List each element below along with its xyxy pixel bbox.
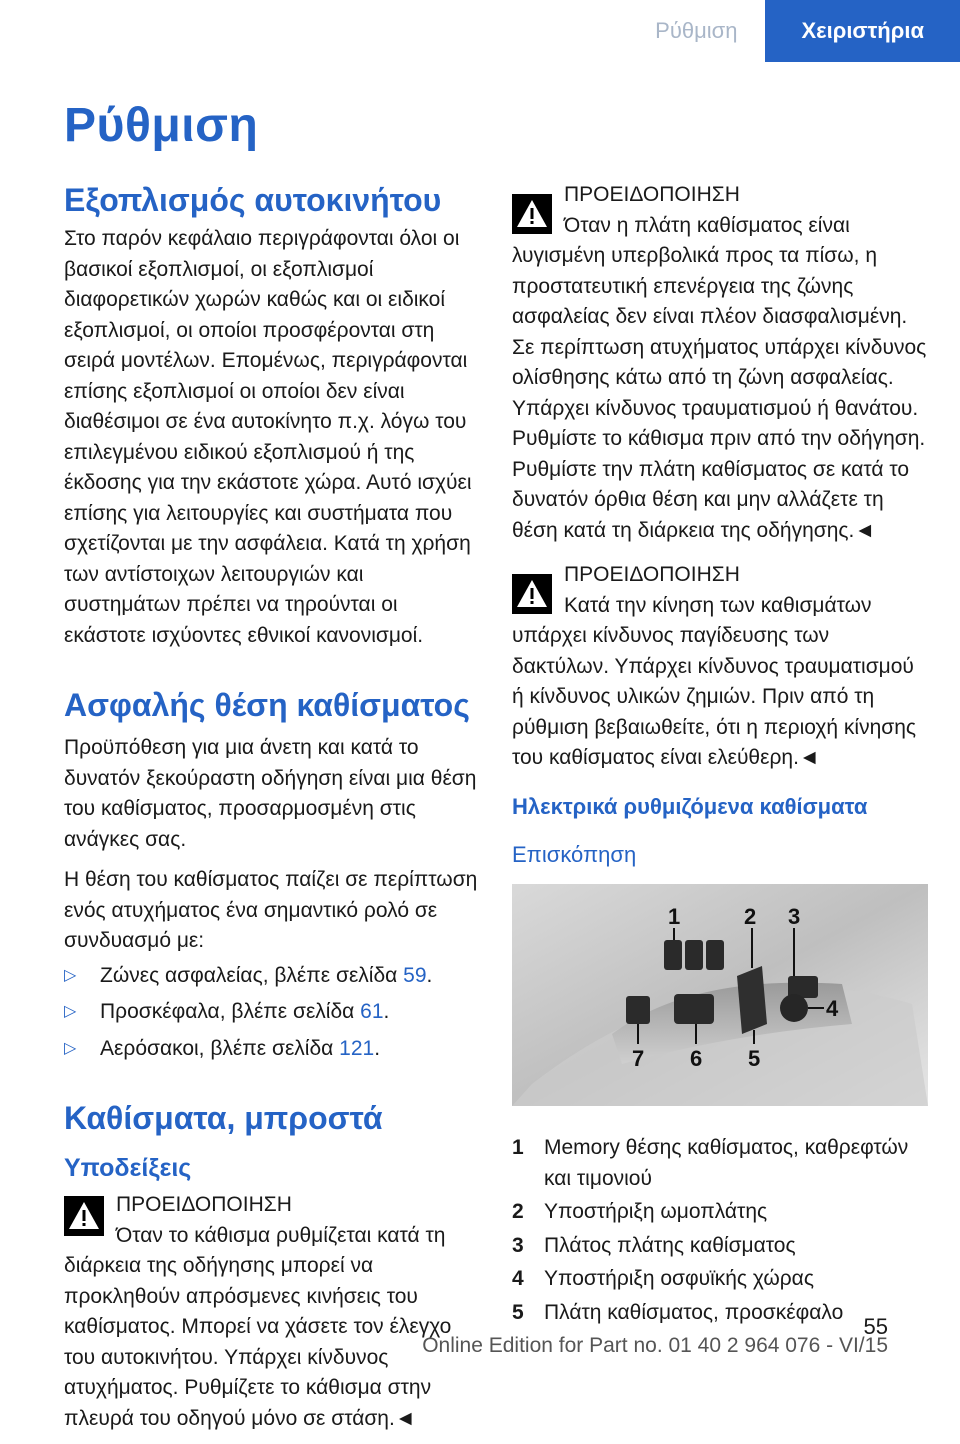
tab-section[interactable]: Ρύθμιση: [633, 0, 765, 62]
warning-block: [512, 560, 928, 774]
page-link[interactable]: 121: [339, 1036, 375, 1060]
part-label: Υποστήριξη οσφυϊκής χώρας: [544, 1267, 814, 1290]
warning-block: [512, 180, 928, 546]
seat-controls-photo: [512, 884, 928, 1106]
notes-heading: Υποδείξεις: [64, 1154, 192, 1182]
photo-callout: 4: [826, 995, 839, 1021]
warning-text: Όταν το κάθισμα ρυθμίζεται κατά τη διάρκεια της οδήγησης μπορεί να προκληθούν απρόσμενες κινήσεις του καθίσματος. Μπορεί να χάσετε τον έλεγχο του αυτοκινήτου. Υπάρχει κίνδυνος ατυχήματος. Ρυθμίζετε το κάθισμα στην πλευρά του οδηγού μόνο σε στάση.◄: [64, 1223, 452, 1430]
list-item: [512, 1231, 928, 1262]
part-number: 3: [512, 1233, 524, 1257]
item-end: .: [374, 1036, 381, 1060]
right-column: [512, 180, 928, 1331]
item-end: .: [426, 963, 433, 987]
list-item: [512, 1133, 928, 1194]
part-label: Πλάτη καθίσματος, προσκέφαλο: [544, 1300, 844, 1324]
item-text: Αερόσακοι, βλέπε σελίδα: [100, 1036, 340, 1060]
part-number: 4: [512, 1267, 524, 1290]
safe-position-role: Η θέση του καθίσματος παίζει σε περίπτωση ενός ατυχήματος ένα σημαντικό ρολό σε συνδυασμό με:: [64, 868, 478, 952]
part-label: Υποστήριξη ωμοπλάτης: [544, 1200, 768, 1223]
list-item: [512, 1264, 928, 1295]
page-number: 55: [863, 1314, 888, 1339]
item-text: Ζώνες ασφαλείας, βλέπε σελίδα: [100, 963, 404, 987]
part-number: 5: [512, 1300, 524, 1324]
part-number: 1: [512, 1136, 524, 1159]
item-text: Προσκέφαλα, βλέπε σελίδα: [100, 1000, 361, 1023]
page-link[interactable]: 59: [403, 963, 427, 987]
list-item-text: [100, 961, 432, 992]
page-link[interactable]: 61: [360, 1000, 384, 1023]
left-column: [64, 180, 478, 1444]
warning-text: Όταν η πλάτη καθίσματος είναι λυγισμένη υπερβολικά προς τα πίσω, η προστατευτική επενέργεια της ζώνης ασφαλείας δεν είναι πλέον διασφαλισμένη. Σε περίπτωση ατυχήματος υπάρχει κίνδυνος ολίσθησης κάτω από τη ζώνη ασφαλείας. Υπάρχει κίνδυνος τραυματισμού ή θανάτου. Ρυθμίστε το κάθισμα πριν από την οδήγηση. Ρυθμίστε την πλάτη καθίσματος σε κατά το δυνατόν όρθια θέση και μην αλλάζετε τη θέση κατά τη διάρκεια της οδήγησης.◄: [512, 213, 927, 542]
part-label: Memory θέσης καθίσματος, καθρεφτών και τιμονιού: [544, 1136, 909, 1190]
list-item-text: [100, 1034, 380, 1065]
warning-label: ΠΡΟΕΙΔΟΠΟΙΗΣΗ: [564, 563, 740, 586]
part-number: 2: [512, 1200, 524, 1223]
warning-body: [64, 1221, 478, 1435]
photo-callout: 6: [690, 1045, 703, 1071]
part-label: Πλάτος πλάτης καθίσματος: [544, 1233, 796, 1257]
photo-callout: 1: [668, 903, 681, 929]
warning-body: [512, 211, 928, 547]
triangle-bullet-icon: ▷: [64, 966, 77, 984]
warning-icon: [512, 194, 552, 234]
photo-callout: 3: [788, 903, 801, 929]
warning-label: ΠΡΟΕΙΔΟΠΟΙΗΣΗ: [116, 1193, 292, 1216]
warning-icon: [64, 1196, 104, 1236]
header-tabs: [633, 0, 960, 62]
warning-body: [512, 591, 928, 774]
tab-chapter[interactable]: Χειριστήρια: [765, 0, 960, 62]
photo-callout: 2: [744, 903, 757, 929]
warning-text: Κατά την κίνηση των καθισμάτων υπάρχει κίνδυνος παγίδευσης των δακτύλων. Υπάρχει κίνδυνος τραυματισμού ή κίνδυνος υλικών ζημιών. Πριν από τη ρύθμιση βεβαιωθείτε, ότι η περιοχή κίνησης του καθίσματος είναι ελεύθερη.◄: [512, 593, 917, 769]
safety-list: [64, 961, 478, 1065]
parts-legend: [512, 1133, 928, 1328]
safe-position-intro: Προϋπόθεση για μια άνετη και κατά το δυνατόν ξεκούραστη οδήγηση είναι μια θέση του καθίσματος, προσαρμοσμένη στις ανάγκες σας.: [64, 736, 477, 851]
electric-seats-heading: Ηλεκτρικά ρυθμιζόμενα καθίσματα: [512, 793, 868, 819]
item-end: .: [383, 1000, 390, 1023]
warning-label: ΠΡΟΕΙΔΟΠΟΙΗΣΗ: [564, 183, 740, 206]
list-item: [64, 961, 478, 992]
edition-footer: Online Edition for Part no. 01 40 2 964 076 - VI/15: [422, 1334, 888, 1357]
page-title: Ρύθμιση: [64, 99, 259, 152]
warning-block: [64, 1190, 478, 1434]
overview-heading: Επισκόπηση: [512, 841, 637, 867]
equipment-heading: Εξοπλισμός αυτοκινήτου: [64, 182, 442, 218]
photo-callout: 5: [748, 1045, 761, 1071]
safe-position-heading: Ασφαλής θέση καθίσματος: [64, 687, 470, 723]
list-item-text: [100, 997, 389, 1028]
front-seats-heading: Καθίσματα, μπροστά: [64, 1100, 383, 1136]
triangle-bullet-icon: ▷: [64, 1003, 77, 1020]
triangle-bullet-icon: ▷: [64, 1039, 77, 1057]
list-item: [512, 1197, 928, 1228]
photo-callout: 7: [632, 1045, 645, 1071]
equipment-body: Στο παρόν κεφάλαιο περιγράφονται όλοι οι βασικοί εξοπλισμοί, οι εξοπλισμοί διαφορετικών χωρών καθώς και οι ειδικοί εξοπλισμοί, οι οποίοι προσφέρονται στη σειρά μοντέλων. Επομένως, περιγράφονται επίσης εξοπλισμοί οι οποίοι δεν είναι διαθέσιμοι σε ένα αυτοκίνητο π.χ. λόγω του επιλεγμένου ειδικού εξοπλισμού ή της έκδοσης για την εκάστοτε χώρα. Αυτό ισχύει επίσης για λειτουργίες και συστήματα που σχετίζονται με την ασφάλεια. Κατά τη χρήση των αντίστοιχων λειτουργιών και συστημάτων πρέπει να τηρούνται οι εκάστοτε ισχύοντες εθνικοί κανονισμοί.: [64, 227, 472, 647]
list-item: [64, 997, 478, 1028]
warning-icon: [512, 574, 552, 614]
list-item: [64, 1034, 478, 1065]
